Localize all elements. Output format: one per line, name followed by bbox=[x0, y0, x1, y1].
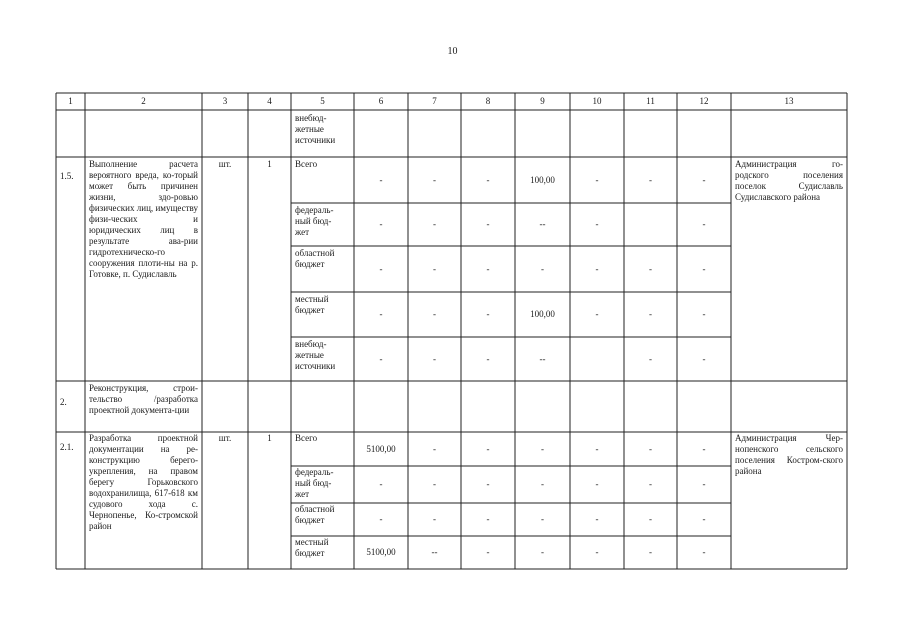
funding-value: - bbox=[486, 263, 490, 274]
column-header: 3 bbox=[222, 96, 228, 106]
funding-value: - bbox=[649, 174, 652, 185]
funding-value: -- bbox=[431, 547, 438, 557]
funding-value: - bbox=[702, 479, 706, 489]
funding-value: - bbox=[433, 514, 436, 524]
funding-source-label: федераль- ный бюд- жет bbox=[295, 205, 334, 237]
funding-value: - bbox=[486, 219, 490, 229]
funding-value: - bbox=[595, 309, 599, 319]
funding-value: - bbox=[541, 547, 544, 557]
funding-value: - bbox=[702, 219, 706, 229]
funding-value: - bbox=[595, 479, 599, 489]
funding-value: - bbox=[595, 219, 599, 229]
funding-value: - bbox=[486, 547, 490, 557]
funding-value: - bbox=[595, 547, 599, 557]
funding-value: - bbox=[702, 443, 706, 454]
funding-source-label: внебюд- жетные источники bbox=[295, 339, 336, 371]
funding-value: - bbox=[702, 353, 706, 364]
column-header: 13 bbox=[784, 96, 794, 106]
column-header: 6 bbox=[378, 96, 384, 106]
item-description: Реконструкция, строи-тельство /разработка проектной документа-ции bbox=[89, 383, 198, 415]
funding-value: - bbox=[649, 263, 652, 274]
funding-source-label: областной бюджет bbox=[295, 248, 335, 269]
funding-value: -- bbox=[539, 219, 546, 229]
funding-value: - bbox=[541, 263, 544, 274]
column-header: 9 bbox=[540, 96, 545, 106]
funding-value: - bbox=[595, 514, 599, 524]
column-header: 7 bbox=[432, 96, 437, 106]
funding-value bbox=[624, 203, 677, 246]
funding-value: - bbox=[433, 353, 436, 364]
funding-value: - bbox=[433, 443, 436, 454]
item-number: 2.1. bbox=[60, 442, 74, 452]
funding-source-label: федераль- ный бюд- жет bbox=[295, 467, 334, 499]
funding-value: - bbox=[486, 514, 490, 524]
funding-value: - bbox=[702, 547, 706, 557]
funding-value: - bbox=[649, 443, 652, 454]
funding-value: - bbox=[486, 443, 490, 454]
funding-value: - bbox=[702, 263, 706, 274]
funding-value: - bbox=[649, 514, 652, 524]
funding-value: - bbox=[379, 514, 383, 524]
funding-value: - bbox=[486, 309, 490, 319]
column-header: 8 bbox=[485, 96, 491, 106]
funding-value: - bbox=[649, 479, 652, 489]
funding-value: 100,00 bbox=[530, 174, 555, 185]
column-header: 12 bbox=[699, 96, 709, 106]
funding-value: - bbox=[702, 514, 706, 524]
item-description: Разработка проектной документации на ре-конструкцию берего-укрепления, на правом берегу Горьковского водохранилища, 617-618 км судового хода с. Чернопенье, Ко-стромской район bbox=[89, 433, 198, 531]
item-responsible: Администрация Чер-нопенского сельского поселения Костром-ского района bbox=[735, 433, 843, 476]
funding-value: - bbox=[649, 353, 652, 364]
funding-value: - bbox=[595, 443, 599, 454]
funding-value: - bbox=[433, 174, 436, 185]
column-header: 4 bbox=[267, 96, 272, 106]
funding-value: - bbox=[702, 174, 706, 185]
funding-value: - bbox=[649, 309, 652, 319]
funding-source-label: внебюд- жетные источники bbox=[295, 113, 336, 145]
funding-value: 100,00 bbox=[530, 309, 555, 319]
funding-value: - bbox=[541, 443, 544, 454]
item-unit: шт. bbox=[218, 159, 232, 169]
funding-value: - bbox=[379, 263, 383, 274]
funding-value: - bbox=[379, 479, 383, 489]
funding-source-label: местный бюджет bbox=[295, 294, 329, 315]
column-header: 11 bbox=[646, 96, 655, 106]
funding-value: - bbox=[486, 174, 490, 185]
item-number: 1.5. bbox=[60, 171, 74, 181]
funding-value: - bbox=[379, 174, 383, 185]
funding-source-label: Всего bbox=[295, 159, 318, 169]
funding-source-label: областной бюджет bbox=[295, 504, 335, 525]
funding-source-label: местный бюджет bbox=[295, 537, 329, 558]
funding-value: - bbox=[433, 309, 436, 319]
funding-value: 5100,00 bbox=[366, 443, 396, 454]
item-responsible: Администрация го-родского поселения поселок Судиславль Судиславского района bbox=[735, 159, 843, 202]
item-number: 2. bbox=[60, 397, 67, 407]
column-header: 10 bbox=[592, 96, 602, 106]
funding-value: - bbox=[486, 353, 490, 364]
funding-value: - bbox=[702, 309, 706, 319]
funding-value: -- bbox=[539, 353, 546, 364]
funding-value: - bbox=[433, 479, 436, 489]
item-quantity: 1 bbox=[267, 159, 272, 169]
column-header: 2 bbox=[141, 96, 146, 106]
page-number: 10 bbox=[447, 46, 458, 57]
funding-value: 5100,00 bbox=[366, 547, 396, 557]
funding-value: - bbox=[433, 219, 436, 229]
funding-value: - bbox=[433, 263, 436, 274]
funding-value: - bbox=[486, 479, 490, 489]
funding-value: - bbox=[649, 547, 652, 557]
funding-value: - bbox=[379, 219, 383, 229]
funding-value: - bbox=[541, 479, 544, 489]
funding-value: - bbox=[595, 263, 599, 274]
funding-value bbox=[570, 337, 624, 381]
funding-value: - bbox=[379, 309, 383, 319]
item-description: Выполнение расчета вероятного вреда, ко-торый может быть причинен жизни, здо-ровью физических лиц, имуществу физи-ческих и юридических лиц в результате ава-рии гидротехническо-го сооружения плоти-ны на р. Готовке, п. Судиславль bbox=[89, 159, 198, 279]
column-header: 5 bbox=[320, 96, 325, 106]
funding-value: - bbox=[541, 514, 544, 524]
item-quantity: 1 bbox=[267, 433, 272, 443]
funding-value: - bbox=[379, 353, 383, 364]
funding-value: - bbox=[595, 174, 599, 185]
funding-source-label: Всего bbox=[295, 433, 318, 443]
item-unit: шт. bbox=[218, 433, 232, 443]
column-header: 1 bbox=[68, 96, 73, 106]
